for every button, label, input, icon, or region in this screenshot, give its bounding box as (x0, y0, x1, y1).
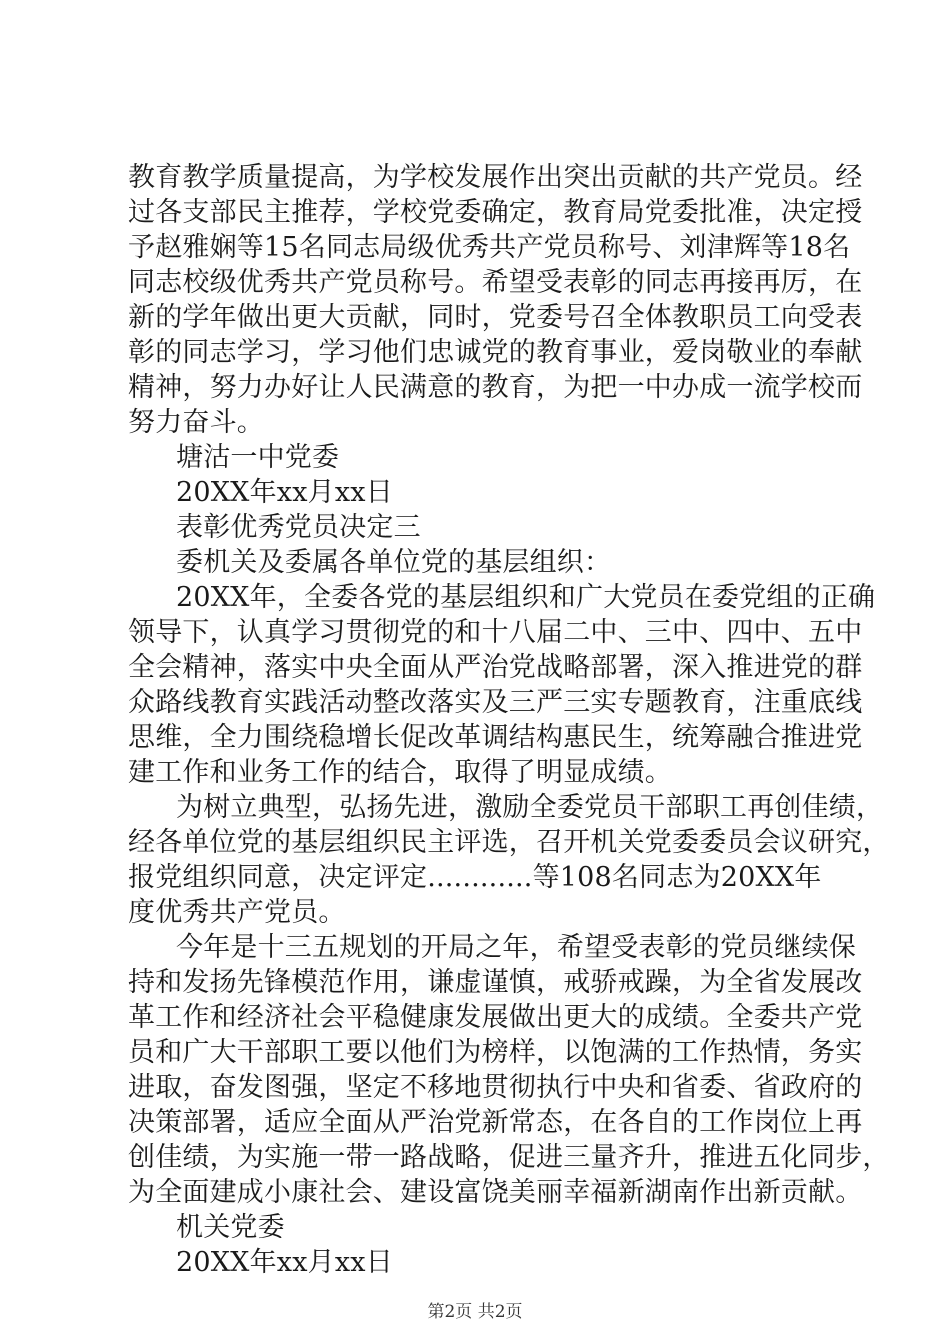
document-body (128, 160, 890, 1280)
text-line: 努力奋斗。 (128, 407, 264, 438)
text-line: 领导下，认真学习贯彻党的和十八届二中、三中、四中、五中 (128, 617, 863, 648)
text-line: 予赵雅娴等15名同志局级优秀共产党员称号、刘津辉等18名 (128, 232, 851, 263)
text-line: 表彰优秀党员决定三 (176, 512, 421, 543)
text-line: 决策部署，适应全面从严治党新常态，在各自的工作岗位上再 (128, 1107, 863, 1138)
text-line: 革工作和经济社会平稳健康发展做出更大的成绩。全委共产党 (128, 1002, 863, 1033)
text-line: 塘沽一中党委 (176, 442, 340, 473)
text-line: 20XX年xx月xx日 (176, 477, 393, 508)
text-line: 同志校级优秀共产党员称号。希望受表彰的同志再接再厉，在 (128, 267, 863, 298)
text-line: 众路线教育实践活动整改落实及三严三实专题教育，注重底线 (128, 687, 863, 718)
text-line: 员和广大干部职工要以他们为榜样，以饱满的工作热情，务实 (128, 1037, 863, 1068)
text-line: 思维，全力围绕稳增长促改革调结构惠民生，统筹融合推进党 (128, 722, 863, 753)
text-line: 进取，奋发图强，坚定不移地贯彻执行中央和省委、省政府的 (128, 1072, 863, 1103)
text-line: 20XX年xx月xx日 (176, 1247, 393, 1278)
text-line: 过各支部民主推荐，学校党委确定，教育局党委批准，决定授 (128, 197, 863, 228)
text-line: 为树立典型，弘扬先进，激励全委党员干部职工再创佳绩， (176, 792, 884, 823)
text-line: 精神，努力办好让人民满意的教育，为把一中办成一流学校而 (128, 372, 863, 403)
page-footer: 第2页 共2页 (427, 1302, 523, 1322)
text-line: 委机关及委属各单位党的基层组织： (176, 547, 612, 578)
text-line: 经各单位党的基层组织民主评选，召开机关党委委员会议研究， (128, 827, 890, 858)
text-line: 机关党委 (176, 1212, 285, 1243)
text-line: 报党组织同意，决定评定............等108名同志为20XX年 (128, 862, 822, 893)
text-line: 持和发扬先锋模范作用，谦虚谨慎，戒骄戒躁，为全省发展改 (128, 967, 863, 998)
text-line: 教育教学质量提高，为学校发展作出突出贡献的共产党员。经 (128, 162, 863, 193)
text-line: 度优秀共产党员。 (128, 897, 346, 928)
text-line: 建工作和业务工作的结合，取得了明显成绩。 (128, 757, 672, 788)
text-line: 新的学年做出更大贡献，同时，党委号召全体教职员工向受表 (128, 302, 863, 333)
text-line: 全会精神，落实中央全面从严治党战略部署，深入推进党的群 (128, 652, 863, 683)
text-line: 彰的同志学习，学习他们忠诚党的教育事业，爱岗敬业的奉献 (128, 337, 863, 368)
text-line: 20XX年，全委各党的基层组织和广大党员在委党组的正确 (176, 582, 876, 613)
text-line: 为全面建成小康社会、建设富饶美丽幸福新湖南作出新贡献。 (128, 1177, 863, 1208)
text-line: 创佳绩，为实施一带一路战略，促进三量齐升，推进五化同步， (128, 1142, 890, 1173)
text-line: 今年是十三五规划的开局之年，希望受表彰的党员继续保 (176, 932, 856, 963)
